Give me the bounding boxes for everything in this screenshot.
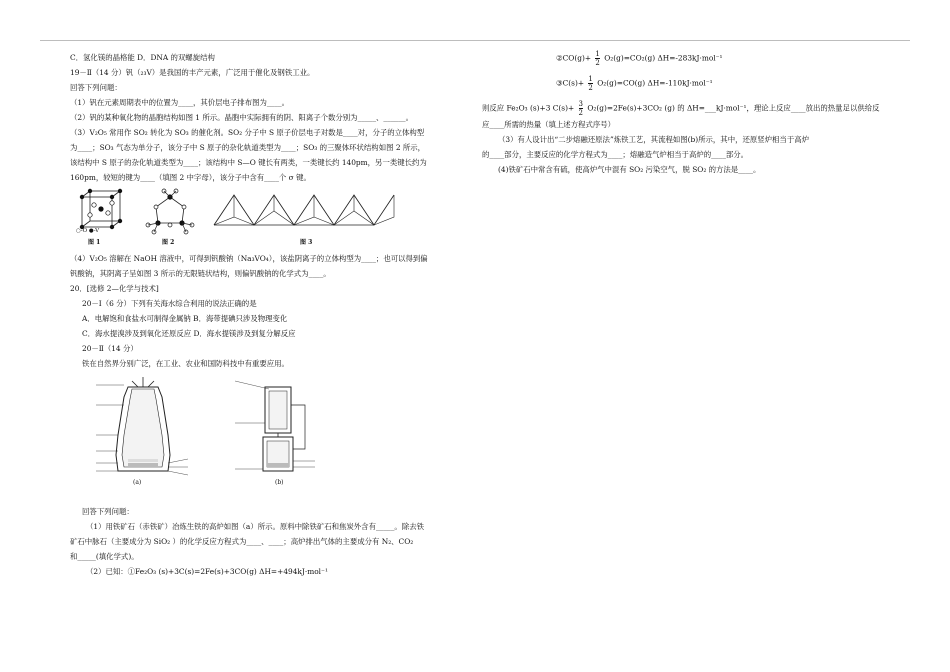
q20-options-cd: C．海水提溴涉及到氧化还原反应 D．海水提镁涉及到复分解反应	[82, 329, 296, 338]
q20-answer-prompt: 回答下列问题：	[82, 507, 134, 516]
equation-2-rhs: O₂(g)=CO₂(g) ΔH=-283kJ·mol⁻¹	[604, 53, 723, 63]
q19-part4-line1: （4）V₂O₅ 溶解在 NaOH 溶液中，可得到钒酸钠（Na₃VO₄），该盐阴离子的立体构型为____；也可以得到偏	[70, 254, 428, 263]
furnace-figures	[70, 375, 490, 500]
fraction-one-half-b	[588, 75, 592, 92]
fraction-numerator: 1	[595, 50, 600, 58]
fraction-denominator: 2	[578, 109, 583, 117]
fraction-numerator: 3	[578, 100, 583, 108]
figure-3-caption: 图 3	[300, 239, 313, 246]
figure-b-two-step-process	[225, 375, 335, 487]
right-column	[482, 50, 887, 177]
figure-a-caption: (a)	[133, 479, 142, 486]
question-19-ii-title: 19－Ⅱ（14 分）钒（₂₃V）是我国的丰产元素，广泛用于催化及钢铁工业。	[70, 68, 315, 77]
header-rule	[40, 40, 910, 41]
figure-a-blast-furnace	[88, 375, 198, 487]
figure-1-legend: ○-O ●-V	[76, 228, 100, 234]
q20-part1-line2: 矿石中脉石（主要成分为 SiO₂ ）的化学反应方程式为____、____；高炉排出气体的主要成分有 N₂、CO₂	[70, 537, 414, 546]
overall-reaction-line	[482, 100, 887, 117]
structure-figures	[70, 187, 490, 247]
q19-part4-line2: 钒酸钠，其阴离子呈如图 3 所示的无限链状结构，则偏钒酸钠的化学式为____。	[70, 269, 331, 278]
question-20-title: 20．[选修 2—化学与技术]	[70, 284, 159, 293]
equation-3-rhs: O₂(g)=CO(g) ΔH=-110kJ·mol⁻¹	[597, 78, 713, 88]
overall-reaction-rhs: O₂(g)=2Fe(s)+3CO₂ (g) 的 ΔH=___kJ·mol⁻¹，理论上反应____放出的热量足以供给反	[587, 103, 880, 113]
figure-2-so3-trimer	[142, 187, 198, 246]
overall-reaction-lhs: 则反应 Fe₂O₃ (s)+3 C(s)+	[482, 103, 575, 113]
fraction-numerator: 1	[588, 75, 593, 83]
q19-part3-line1: （3）V₂O₅ 常用作 SO₂ 转化为 SO₃ 的催化剂。SO₂ 分子中 S 原子价层电子对数是____对，分子的立体构型	[70, 128, 425, 137]
equation-3-lhs: ③C(s)+	[556, 78, 585, 88]
q19-part3-line3: 该结构中 S 原子的杂化轨道类型为____；该结构中 S—O 键长有两类，一类键长约 140pm，另一类键长约为	[70, 158, 427, 167]
q20-part2-eq1: （2）已知：①Fe₂O₃ (s)+3C(s)=2Fe(s)+3CO(g) ΔH=+494kJ·mol⁻¹	[86, 567, 328, 576]
q20-part3-line2: 的____部分，主要反应的化学方程式为____；熔融造气炉相当于高炉的____部分。	[482, 150, 749, 159]
equation-2	[482, 50, 887, 67]
fraction-one-half-a	[595, 50, 599, 67]
q20-part1-line1: （1）用铁矿石（赤铁矿）冶炼生铁的高炉如图（a）所示。原料中除铁矿石和焦炭外含有_____。除去铁	[86, 522, 424, 531]
q20-part4: (4)铁矿石中常含有硫，使高炉气中混有 SO₂ 污染空气，脱 SO₂ 的方法是____。	[498, 165, 761, 174]
q19-part1: （1）钒在元素周期表中的位置为____，其价层电子排布图为____。	[70, 98, 290, 107]
figure-2-caption: 图 2	[162, 239, 175, 246]
option-line-cd: C．氢化镁的晶格能 D．DNA 的双螺旋结构	[70, 53, 215, 62]
question-20-i: 20－Ⅰ（6 分）下列有关海水综合利用的说法正确的是	[82, 299, 257, 308]
figure-3-tetrahedra-chain	[210, 187, 410, 246]
fraction-three-halves	[579, 100, 583, 117]
answer-prompt: 回答下列问题：	[70, 83, 122, 92]
overall-reaction-line2: 应____所需的热量（填上述方程式序号）	[482, 120, 616, 129]
q19-part3-line2: 为____；SO₃ 气态为单分子，该分子中 S 原子的杂化轨道类型为____；SO₃ 的三聚体环状结构如图 2 所示，	[70, 143, 426, 152]
q20-part3-line1: （3）有人设计出“二步熔融还原法”炼铁工艺，其流程如图(b)所示，其中，还原竖炉相当于高炉	[498, 135, 809, 144]
q19-part3-line4: 160pm，较短的键为____（填图 2 中字母），该分子中含有____个 σ 键。	[70, 173, 311, 182]
equation-3	[482, 75, 887, 92]
figure-b-caption: (b)	[275, 479, 284, 486]
left-column	[70, 50, 490, 579]
fraction-denominator: 2	[588, 84, 593, 92]
q19-part2: （2）钒的某种氧化物的晶胞结构如图 1 所示。晶胞中实际拥有的阴、阳离子个数分别为_____、______。	[70, 113, 413, 122]
equation-2-lhs: ②CO(g)+	[556, 53, 592, 63]
figure-1-caption: 图 1	[88, 239, 101, 246]
fraction-denominator: 2	[595, 59, 600, 67]
question-20-ii: 20－Ⅱ（14 分）	[82, 344, 138, 353]
figure-1-unit-cell	[76, 187, 126, 246]
q20-intro: 铁在自然界分别广泛，在工业、农业和国防科技中有重要应用。	[82, 359, 289, 368]
q20-options-ab: A．电解饱和食盐水可制得金属钠 B．海带提碘只涉及物理变化	[82, 314, 288, 323]
q20-part1-line3: 和_____(填化学式)。	[70, 552, 139, 561]
